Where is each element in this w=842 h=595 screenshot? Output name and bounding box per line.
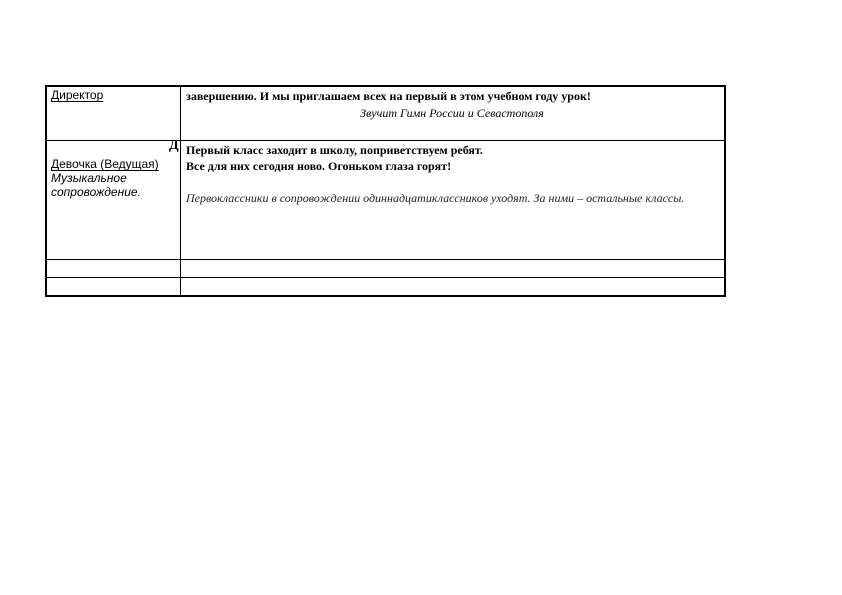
table-row (46, 260, 725, 278)
role-cell (46, 260, 181, 278)
speech-cell (181, 278, 726, 297)
role-cell (46, 278, 181, 297)
script-table (45, 85, 726, 297)
stage-direction: Первоклассники в сопровождении одиннадцатиклассников уходят. За ними – остальные классы. (186, 191, 685, 205)
speech-line: Первый класс заходит в школу, поприветствуем ребят. (186, 143, 483, 157)
speech-cell (181, 141, 726, 260)
spacer (186, 174, 718, 190)
role-name: Директор (51, 88, 104, 102)
role-name: Девочка (Ведущая) (51, 157, 159, 171)
role-note: сопровождение. (51, 185, 141, 199)
cropped-text-marker: Д (169, 138, 179, 153)
table-row (46, 86, 725, 141)
speech-line: завершению. И мы приглашаем всех на первый в этом учебном году урок! (186, 89, 591, 103)
speech-cell (181, 86, 726, 141)
role-cell (46, 138, 181, 260)
table-row (46, 141, 725, 260)
role-block (51, 142, 177, 199)
speech-cell (181, 260, 726, 278)
role-note: Музыкальное (51, 171, 127, 185)
role-cell (46, 86, 181, 141)
table-row (46, 278, 725, 297)
stage-direction: Звучит Гимн России и Севастополя (360, 106, 544, 120)
speech-line: Все для них сегодня ново. Огоньком глаза горят! (186, 159, 452, 173)
